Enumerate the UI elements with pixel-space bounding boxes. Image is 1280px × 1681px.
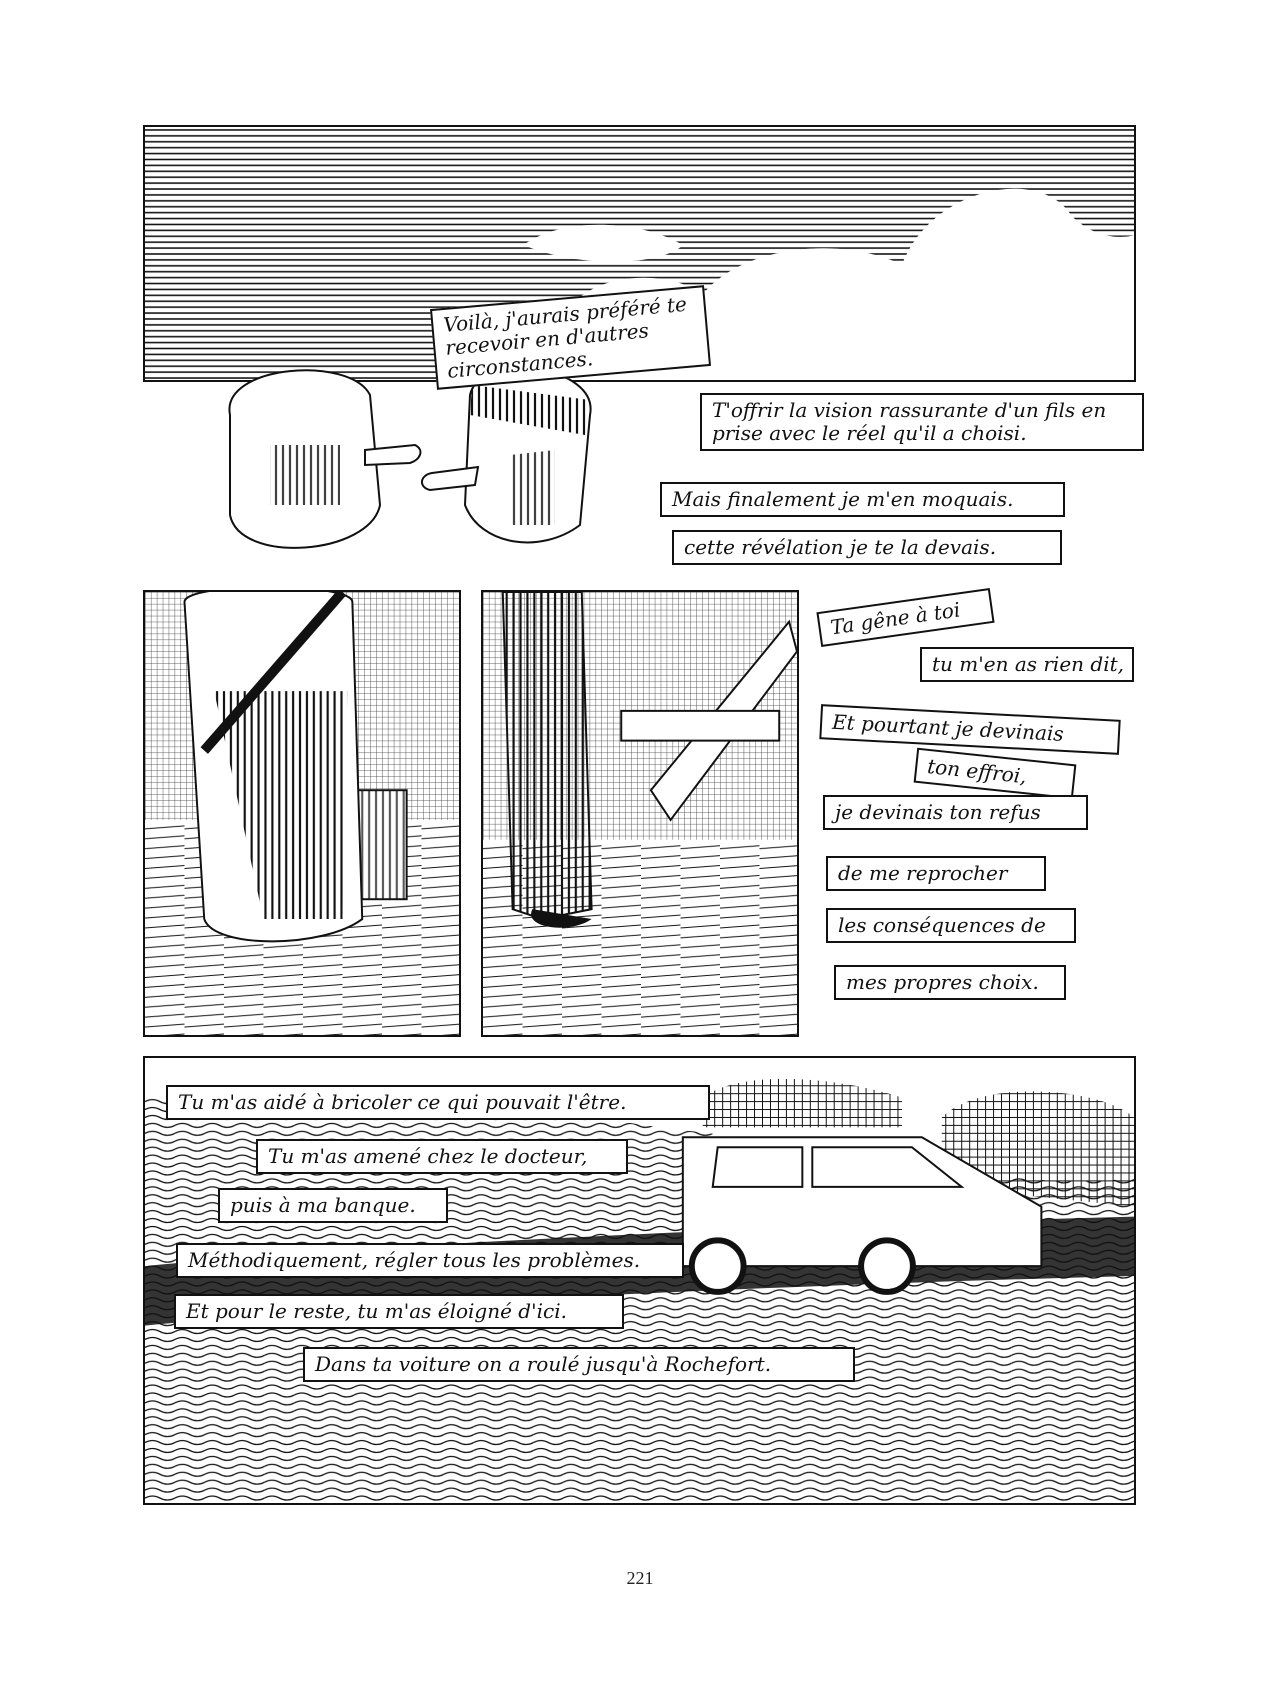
caption-1: Voilà, j'aurais préféré te recevoir en d'autres circonstances. bbox=[430, 285, 711, 390]
caption-18: Dans ta voiture on a roulé jusqu'à Rochefort. bbox=[303, 1347, 855, 1382]
caption-11: les conséquences de bbox=[826, 908, 1076, 943]
son-illustration bbox=[483, 592, 797, 1035]
caption-5: Ta gêne à toi bbox=[816, 588, 994, 647]
car-road-illustration bbox=[145, 1058, 1134, 1503]
caption-17: Et pour le reste, tu m'as éloigné d'ici. bbox=[174, 1294, 624, 1329]
characters-heads bbox=[210, 355, 660, 615]
caption-13: Tu m'as aidé à bricoler ce qui pouvait l'être. bbox=[166, 1085, 710, 1120]
caption-4: cette révélation je te la devais. bbox=[672, 530, 1062, 565]
caption-14: Tu m'as amené chez le docteur, bbox=[256, 1139, 628, 1174]
panel-car bbox=[143, 1056, 1136, 1505]
caption-12: mes propres choix. bbox=[834, 965, 1066, 1000]
panel-son bbox=[481, 590, 799, 1037]
caption-16: Méthodiquement, régler tous les problèmes. bbox=[176, 1243, 684, 1278]
panel-father bbox=[143, 590, 461, 1037]
caption-6: tu m'en as rien dit, bbox=[920, 647, 1134, 682]
caption-10: de me reprocher bbox=[826, 856, 1046, 891]
father-illustration bbox=[145, 592, 459, 1035]
caption-2: T'offrir la vision rassurante d'un fils en prise avec le réel qu'il a choisi. bbox=[700, 393, 1144, 451]
caption-8: ton effroi, bbox=[914, 748, 1077, 800]
caption-3: Mais finalement je m'en moquais. bbox=[660, 482, 1065, 517]
caption-7: Et pourtant je devinais bbox=[819, 704, 1120, 755]
caption-15: puis à ma banque. bbox=[218, 1188, 448, 1223]
caption-9: je devinais ton refus bbox=[823, 795, 1088, 830]
page-number: 221 bbox=[626, 1568, 654, 1588]
